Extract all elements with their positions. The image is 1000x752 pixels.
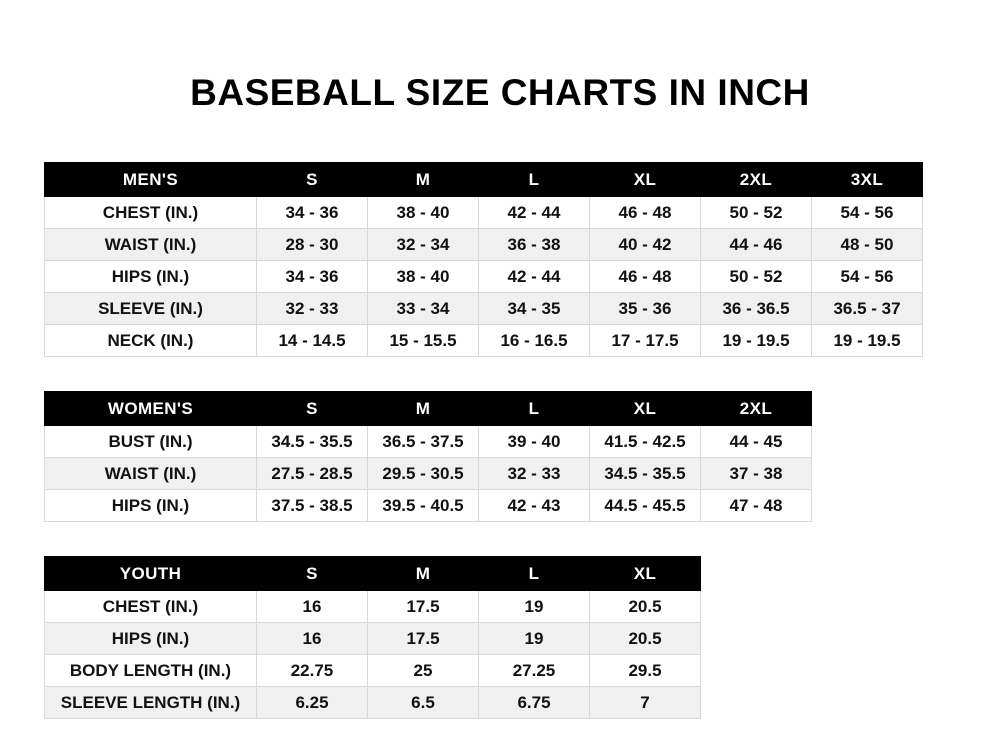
column-header: S: [257, 557, 368, 591]
table-cell: 16: [257, 623, 368, 655]
table-cell: 32 - 34: [368, 229, 479, 261]
row-label: BUST (IN.): [45, 426, 257, 458]
table-cell: 28 - 30: [257, 229, 368, 261]
table-cell: 35 - 36: [590, 293, 701, 325]
table-cell: 39 - 40: [479, 426, 590, 458]
table-cell: 36.5 - 37: [812, 293, 923, 325]
column-header: 2XL: [701, 392, 812, 426]
table-cell: 34 - 35: [479, 293, 590, 325]
table-cell: 44.5 - 45.5: [590, 490, 701, 522]
table-cell: 34.5 - 35.5: [257, 426, 368, 458]
table-row: [45, 591, 701, 623]
table-cell: 41.5 - 42.5: [590, 426, 701, 458]
table-cell: 46 - 48: [590, 261, 701, 293]
column-header: M: [368, 557, 479, 591]
column-header: L: [479, 557, 590, 591]
table-row: [45, 490, 812, 522]
table-cell: 7: [590, 687, 701, 719]
womens-size-table: [44, 391, 812, 522]
table-cell: 15 - 15.5: [368, 325, 479, 357]
table-cell: 47 - 48: [701, 490, 812, 522]
column-header: L: [479, 163, 590, 197]
table-cell: 19: [479, 623, 590, 655]
table-cell: 50 - 52: [701, 197, 812, 229]
table-cell: 38 - 40: [368, 197, 479, 229]
table-cell: 44 - 46: [701, 229, 812, 261]
table-cell: 16: [257, 591, 368, 623]
row-label: CHEST (IN.): [45, 591, 257, 623]
table-cell: 34 - 36: [257, 197, 368, 229]
table-cell: 25: [368, 655, 479, 687]
table-cell: 32 - 33: [479, 458, 590, 490]
column-header: XL: [590, 163, 701, 197]
table-row: [45, 197, 923, 229]
row-label: HIPS (IN.): [45, 623, 257, 655]
table-cell: 54 - 56: [812, 197, 923, 229]
table-cell: 42 - 44: [479, 261, 590, 293]
table-cell: 50 - 52: [701, 261, 812, 293]
table-header-row: [45, 392, 812, 426]
table-cell: 48 - 50: [812, 229, 923, 261]
column-header: S: [257, 392, 368, 426]
row-label: CHEST (IN.): [45, 197, 257, 229]
table-cell: 19 - 19.5: [812, 325, 923, 357]
table-row: [45, 293, 923, 325]
column-header: M: [368, 392, 479, 426]
table-row: [45, 655, 701, 687]
table-cell: 20.5: [590, 623, 701, 655]
table-cell: 44 - 45: [701, 426, 812, 458]
column-header: XL: [590, 392, 701, 426]
column-header: S: [257, 163, 368, 197]
column-header: MEN'S: [45, 163, 257, 197]
table-cell: 6.25: [257, 687, 368, 719]
table-cell: 6.75: [479, 687, 590, 719]
row-label: SLEEVE LENGTH (IN.): [45, 687, 257, 719]
table-cell: 36 - 36.5: [701, 293, 812, 325]
row-label: WAIST (IN.): [45, 458, 257, 490]
table-row: [45, 687, 701, 719]
table-row: [45, 261, 923, 293]
table-cell: 27.5 - 28.5: [257, 458, 368, 490]
table-cell: 54 - 56: [812, 261, 923, 293]
table-header-row: [45, 557, 701, 591]
table-cell: 6.5: [368, 687, 479, 719]
table-cell: 42 - 43: [479, 490, 590, 522]
table-row: [45, 325, 923, 357]
table-cell: 32 - 33: [257, 293, 368, 325]
table-cell: 37 - 38: [701, 458, 812, 490]
table-cell: 38 - 40: [368, 261, 479, 293]
column-header: M: [368, 163, 479, 197]
table-cell: 33 - 34: [368, 293, 479, 325]
table-cell: 19: [479, 591, 590, 623]
row-label: NECK (IN.): [45, 325, 257, 357]
column-header: XL: [590, 557, 701, 591]
row-label: HIPS (IN.): [45, 490, 257, 522]
column-header: YOUTH: [45, 557, 257, 591]
column-header: L: [479, 392, 590, 426]
table-header-row: [45, 163, 923, 197]
mens-size-table: [44, 162, 923, 357]
column-header: WOMEN'S: [45, 392, 257, 426]
table-cell: 17 - 17.5: [590, 325, 701, 357]
table-cell: 22.75: [257, 655, 368, 687]
row-label: WAIST (IN.): [45, 229, 257, 261]
table-cell: 14 - 14.5: [257, 325, 368, 357]
table-cell: 17.5: [368, 623, 479, 655]
row-label: HIPS (IN.): [45, 261, 257, 293]
row-label: SLEEVE (IN.): [45, 293, 257, 325]
table-cell: 20.5: [590, 591, 701, 623]
table-cell: 36 - 38: [479, 229, 590, 261]
table-cell: 19 - 19.5: [701, 325, 812, 357]
table-cell: 29.5 - 30.5: [368, 458, 479, 490]
table-cell: 42 - 44: [479, 197, 590, 229]
table-cell: 40 - 42: [590, 229, 701, 261]
column-header: 3XL: [812, 163, 923, 197]
table-cell: 34 - 36: [257, 261, 368, 293]
tables-container: [0, 162, 1000, 719]
table-cell: 17.5: [368, 591, 479, 623]
table-cell: 46 - 48: [590, 197, 701, 229]
table-row: [45, 426, 812, 458]
row-label: BODY LENGTH (IN.): [45, 655, 257, 687]
table-cell: 37.5 - 38.5: [257, 490, 368, 522]
table-cell: 39.5 - 40.5: [368, 490, 479, 522]
table-row: [45, 458, 812, 490]
page-title: BASEBALL SIZE CHARTS IN INCH: [190, 72, 810, 113]
column-header: 2XL: [701, 163, 812, 197]
table-row: [45, 623, 701, 655]
table-cell: 34.5 - 35.5: [590, 458, 701, 490]
table-cell: 29.5: [590, 655, 701, 687]
table-cell: 16 - 16.5: [479, 325, 590, 357]
youth-size-table: [44, 556, 701, 719]
table-cell: 27.25: [479, 655, 590, 687]
table-cell: 36.5 - 37.5: [368, 426, 479, 458]
table-row: [45, 229, 923, 261]
